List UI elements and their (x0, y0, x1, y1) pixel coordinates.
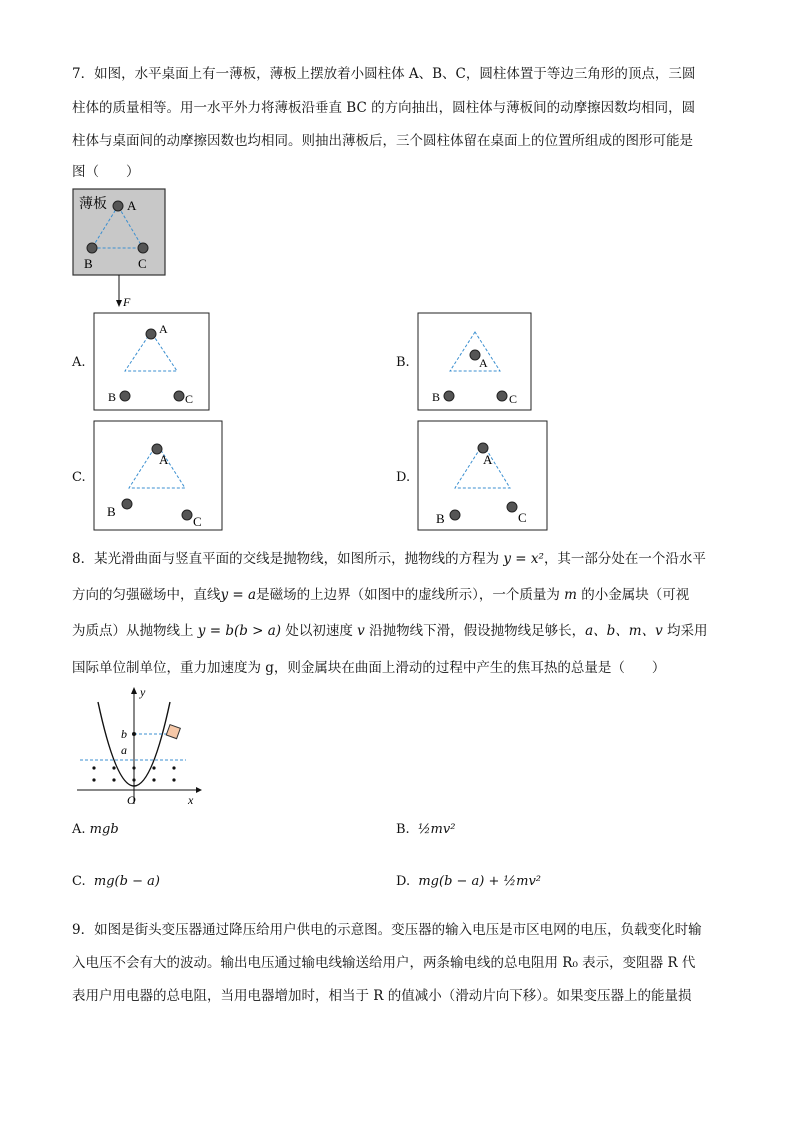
q7-option-a-figure (93, 312, 211, 412)
axis-label-y: y (140, 685, 146, 699)
axis-label-a: a (121, 743, 127, 757)
q8-line-4: 国际单位制单位，重力加速度为 g，则金属块在曲面上滑动的过程中产生的焦耳热的总量是（ ） (72, 660, 666, 676)
q7-line-4: 图（ ） (72, 164, 140, 180)
q8-line-3: 为质点）从抛物线上 y = b(b > a) 处以初速度 v 沿抛物线下滑，假设抛物线足够长，a、b、m、v 均采用 (72, 623, 708, 639)
label-b: B (84, 256, 93, 271)
q7-line-3: 柱体与桌面间的动摩擦因数也均相同。则抽出薄板后，三个圆柱体留在桌面上的位置所组成的图形可能是 (72, 133, 693, 149)
opt-d-label-a: A (483, 452, 493, 467)
q8-option-d[interactable]: D. mg(b − a) + ½mv² (396, 874, 542, 889)
q9-line-2: 入电压不会有大的波动。输出电压通过输电线输送给用户，两条输电线的总电阻用 R₀ 表示，变阻器 R 代 (72, 955, 696, 971)
q7-board-figure (70, 186, 170, 314)
q7-line-2: 柱体的质量相等。用一水平外力将薄板沿垂直 BC 的方向抽出，圆柱体与薄板间的动摩擦因数均相同，圆 (72, 100, 696, 116)
q9-line-3: 表用户用电器的总电阻，当用电器增加时，相当于 R 的值减小（滑动片向下移）。如果变压器上的能量损 (72, 988, 692, 1004)
board-label: 薄板 (79, 197, 107, 212)
origin-label: O (127, 793, 136, 807)
q7-option-a-label[interactable]: A. (72, 355, 86, 370)
label-a: A (127, 198, 137, 213)
opt-a-label-c: C (185, 392, 194, 406)
opt-a-label-b: B (108, 390, 117, 404)
label-c: C (138, 256, 147, 271)
q7-option-b-label[interactable]: B. (396, 355, 410, 370)
opt-c-label-a: A (159, 452, 169, 467)
metal-block (166, 725, 180, 739)
force-label: F (123, 295, 131, 309)
q8-option-a[interactable]: A. mgb (72, 822, 119, 837)
q7-option-c-figure (93, 420, 224, 532)
opt-c-label-b: B (107, 504, 116, 519)
opt-d-label-b: B (436, 511, 445, 526)
axis-label-x: x (188, 793, 194, 807)
axis-label-b: b (121, 727, 127, 741)
q8-option-b[interactable]: B. ½mv² (396, 822, 456, 837)
q7-option-c-label[interactable]: C. (72, 470, 86, 485)
opt-b-label-c: C (509, 392, 518, 406)
q7-option-b-figure (417, 312, 533, 412)
opt-b-label-b: B (432, 390, 441, 404)
q8-parabola-figure (72, 684, 202, 810)
force-arrow-head (116, 300, 122, 307)
opt-c-label-c: C (193, 514, 202, 529)
cylinder-b (87, 243, 97, 253)
q9-line-1: 9．如图是街头变压器通过降压给用户供电的示意图。变压器的输入电压是市区电网的电压，负载变化时输 (72, 922, 702, 938)
q8-line-2: 方向的匀强磁场中，直线y = a是磁场的上边界（如图中的虚线所示），一个质量为 m 的小金属块（可视 (72, 587, 690, 603)
opt-b-label-a: A (479, 356, 488, 370)
opt-a-label-a: A (159, 322, 168, 336)
q7-option-d-figure (417, 420, 549, 532)
q8-line-1: 8．某光滑曲面与竖直平面的交线是抛物线，如图所示，抛物线的方程为 y = x²，其一部分处在一个沿水平 (72, 551, 706, 567)
cylinder-a (113, 201, 123, 211)
q7-option-d-label[interactable]: D. (396, 470, 411, 485)
cylinder-c (138, 243, 148, 253)
opt-d-label-c: C (518, 510, 527, 525)
q7-line-1: 7．如图，水平桌面上有一薄板，薄板上摆放着小圆柱体 A、B、C，圆柱体置于等边三角形的顶点，三圆 (72, 66, 696, 82)
q8-option-c[interactable]: C. mg(b − a) (72, 874, 160, 889)
